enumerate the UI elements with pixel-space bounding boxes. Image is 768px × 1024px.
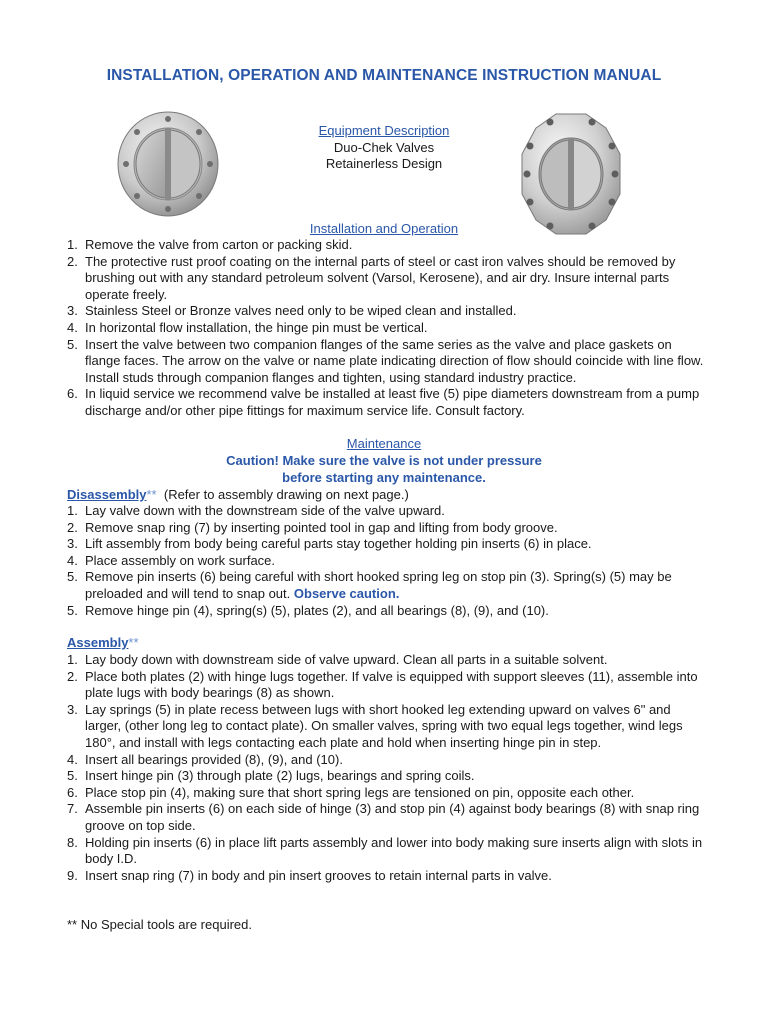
list-text: In liquid service we recommend valve be installed at least five (5) pipe diameters downstream from a pump discharge and/or other pipe fittings for maximum service life. Consult factory. — [85, 386, 700, 418]
list-text: Holding pin inserts (6) in place lift parts assembly and lower into body making sure inserts align with slots in body I.D. — [85, 834, 703, 867]
equipment-line-1: Duo-Chek Valves — [333, 140, 435, 155]
list-item — [67, 768, 707, 785]
list-item — [67, 835, 707, 868]
installation-heading: Installation and Operation — [309, 221, 459, 236]
list-number: 4. — [67, 319, 78, 335]
list-item — [67, 603, 707, 620]
list-text: Place assembly on work surface. — [85, 552, 276, 568]
disassembly-note: (Refer to assembly drawing on next page.) — [163, 487, 409, 502]
list-number: 6. — [67, 386, 78, 402]
list-item — [67, 386, 707, 419]
list-text: Insert hinge pin (3) through plate (2) lugs, bearings and spring coils. — [85, 768, 475, 784]
list-item — [67, 503, 707, 520]
list-item — [67, 303, 707, 320]
list-item — [67, 868, 707, 885]
maintenance-caution-line-1: Caution! Make sure the valve is not under pressure — [226, 453, 542, 468]
list-item — [67, 320, 707, 337]
list-text: Remove the valve from carton or packing skid. — [85, 237, 353, 252]
list-text: Remove pin inserts (6) being careful with short hooked spring leg on stop pin (3). Spring(s) (5) may be preloaded and will tend to snap out. — [85, 569, 672, 601]
list-item — [67, 785, 707, 802]
list-number: 9. — [67, 867, 78, 883]
list-text: Lift assembly from body being careful parts stay together holding pin inserts (6) in place. — [85, 536, 592, 552]
list-number: 2. — [67, 253, 78, 269]
list-text: Lay springs (5) in plate recess between lugs with short hooked leg extending upward on valves 6" and larger, (other long leg to contact plate). On smaller valves, spring with two equal legs together, wind legs 180°, and install with legs contacting each plate and hold when inserting hinge pin in step. — [85, 701, 683, 750]
list-item — [67, 337, 707, 387]
assembly-list — [67, 652, 707, 884]
list-number: 2. — [67, 519, 78, 535]
page-title: INSTALLATION, OPERATION AND MAINTENANCE INSTRUCTION MANUAL — [106, 67, 662, 84]
assembly-heading-row — [67, 635, 707, 650]
list-number: 5. — [67, 602, 78, 618]
list-text: Stainless Steel or Bronze valves need only to be wiped clean and installed. — [85, 303, 517, 319]
list-text: Remove hinge pin (4), spring(s) (5), plates (2), and all bearings (8), (9), and (10). — [85, 602, 549, 618]
list-number: 1. — [67, 237, 78, 252]
list-number: 5. — [67, 768, 78, 784]
list-number: 3. — [67, 536, 78, 552]
list-text: Assemble pin inserts (6) on each side of hinge (3) and stop pin (4) against body bearings (8) with snap ring groove on top side. — [85, 801, 700, 833]
equipment-description-heading: Equipment Description — [318, 123, 450, 138]
lug-valve-image — [516, 110, 626, 238]
list-text: The protective rust proof coating on the internal parts of steel or cast iron valves should be removed by brushing out with any standard petroleum solvent (Varsol, Kerosene), and air dry. Insure internal parts operate freely. — [85, 253, 676, 302]
list-number: 1. — [67, 652, 78, 667]
maintenance-heading: Maintenance — [346, 436, 422, 451]
list-item — [67, 752, 707, 769]
list-item — [67, 652, 707, 669]
list-number: 4. — [67, 552, 78, 568]
list-text: Insert snap ring (7) in body and pin insert grooves to retain internal parts in valve. — [85, 867, 552, 883]
wafer-valve-image — [116, 110, 220, 218]
list-number: 5. — [67, 336, 78, 352]
list-number: 8. — [67, 834, 78, 850]
list-text: Insert the valve between two companion flanges of the same series as the valve and place gaskets on flange faces. The arrow on the valve or name plate indicating direction of flow should coincide with line flow. Install studs through companion flanges and tighten, using standard industry practice. — [85, 336, 704, 385]
observe-caution-text: Observe caution. — [293, 585, 400, 601]
list-number: 6. — [67, 784, 78, 800]
installation-list — [67, 237, 707, 420]
list-number: 3. — [67, 701, 78, 717]
list-number: 3. — [67, 303, 78, 319]
assembly-heading: Assembly — [67, 635, 129, 650]
list-text: Place stop pin (4), making sure that short spring legs are tensioned on pin, opposite each other. — [85, 784, 635, 800]
disassembly-heading: Disassembly — [67, 487, 147, 502]
list-text: Lay valve down with the downstream side of the valve upward. — [85, 503, 445, 518]
list-number: 7. — [67, 801, 78, 817]
disassembly-list — [67, 503, 707, 619]
list-number: 4. — [67, 751, 78, 767]
list-text: Lay body down with downstream side of valve upward. Clean all parts in a suitable solvent. — [85, 652, 608, 667]
list-item — [67, 520, 707, 537]
list-item — [67, 237, 707, 254]
list-number: 5. — [67, 569, 78, 585]
list-number: 2. — [67, 668, 78, 684]
list-item — [67, 702, 707, 752]
disassembly-heading-row — [67, 487, 707, 502]
list-item — [67, 801, 707, 834]
disassembly-stars: ** — [146, 487, 157, 502]
list-text: In horizontal flow installation, the hinge pin must be vertical. — [85, 319, 428, 335]
list-item — [67, 553, 707, 570]
list-text: Remove snap ring (7) by inserting pointed tool in gap and lifting from body groove. — [85, 519, 558, 535]
footnote: ** No Special tools are required. — [67, 917, 252, 932]
list-item — [67, 669, 707, 702]
list-text: Insert all bearings provided (8), (9), and (10). — [85, 751, 343, 767]
list-item — [67, 254, 707, 304]
list-item — [67, 569, 707, 602]
list-item — [67, 536, 707, 553]
assembly-stars: ** — [128, 635, 139, 650]
list-number: 1. — [67, 503, 78, 518]
list-text: Place both plates (2) with hinge lugs together. If valve is equipped with support sleeves (11), assemble into plate lugs with body bearings (8) as shown. — [85, 668, 698, 701]
equipment-line-2: Retainerless Design — [325, 156, 443, 171]
maintenance-caution-line-2: before starting any maintenance. — [282, 470, 486, 485]
